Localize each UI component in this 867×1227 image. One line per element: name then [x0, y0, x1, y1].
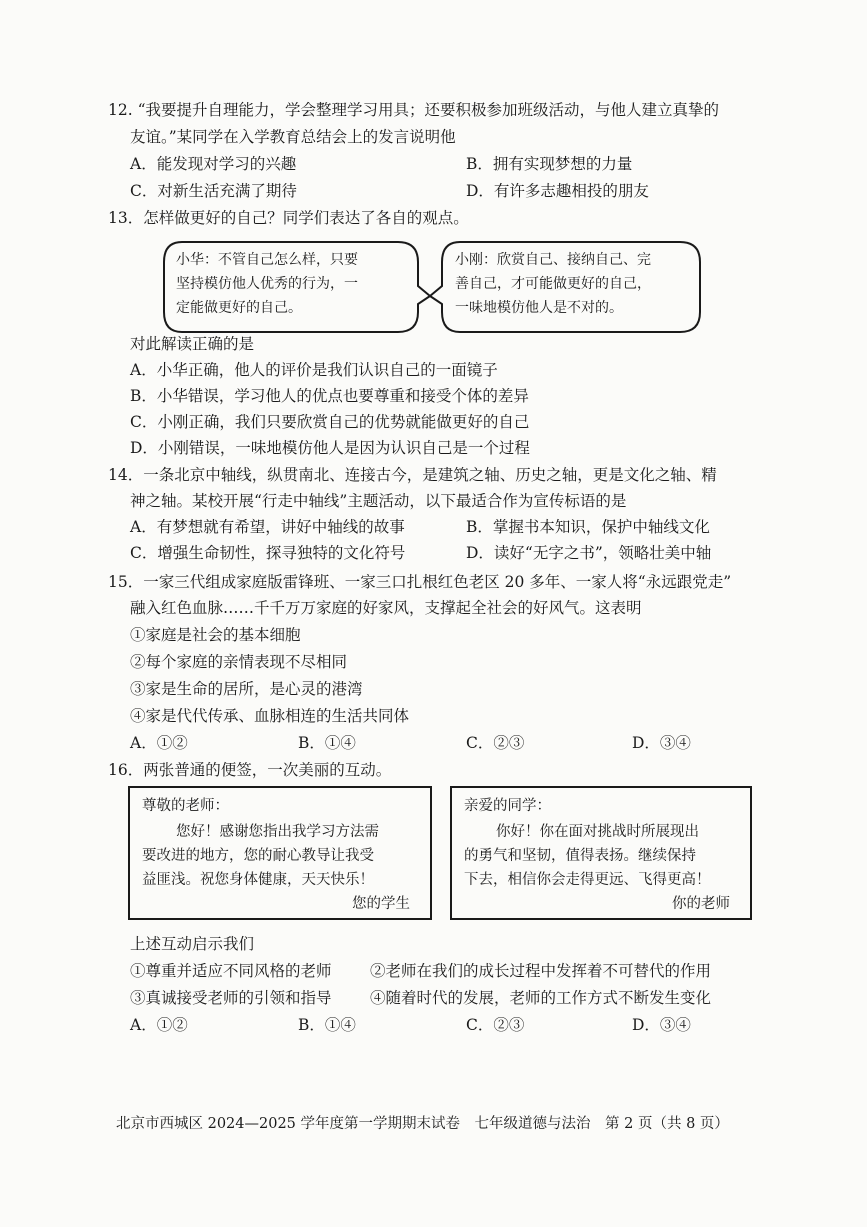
xiaohua-line3: 定能做更好的自己。	[176, 300, 302, 316]
q13-stem: 13．怎样做更好的自己？同学们表达了各自的观点。	[108, 209, 469, 227]
note2-sign: 你的老师	[672, 896, 730, 912]
q15-option-d: D．③④	[632, 734, 691, 752]
note1-sign: 您的学生	[352, 896, 410, 912]
q15-option-c: C．②③	[466, 734, 525, 752]
q13-option-d: D．小刚错误，一味地模仿他人是因为认识自己是一个过程	[130, 439, 530, 457]
page-footer: 北京市西城区 2024—2025 学年度第一学期期末试卷 七年级道德与法治 第 2 页（共 8 页）	[116, 1116, 729, 1132]
q13-prompt: 对此解读正确的是	[130, 335, 255, 353]
q13-option-c: C．小刚正确，我们只要欣赏自己的优势就能做更好的自己	[130, 413, 530, 431]
q16-option-c: C．②③	[466, 1016, 525, 1034]
q15-statement-4: ④家是代代传承、血脉相连的生活共同体	[130, 707, 410, 725]
q16-statement-4: ④随着时代的发展，老师的工作方式不断发生变化	[370, 989, 712, 1007]
xiaogang-line1: 小刚：欣赏自己、接纳自己、完	[455, 252, 651, 268]
q12-stem-line1: 12. “我要提升自理能力，学会整理学习用具；还要积极参加班级活动，与他人建立真挚的	[108, 101, 720, 119]
note2-line1: 你好！你在面对挑战时所展现出	[496, 824, 699, 840]
xiaogang-line2: 善自己，才可能做更好的自己，	[455, 276, 651, 292]
q14-option-a: A．有梦想就有希望，讲好中轴线的故事	[130, 518, 405, 536]
q14-option-b: B．掌握书本知识，保护中轴线文化	[466, 518, 710, 536]
q16-stem: 16．两张普通的便签，一次美丽的互动。	[108, 761, 392, 779]
note2-line2: 的勇气和坚韧，值得表扬。继续保持	[464, 848, 696, 864]
q14-option-d: D．读好“无字之书”，领略壮美中轴	[466, 544, 712, 562]
note1-line3: 益匪浅。祝您身体健康，天天快乐！	[142, 872, 374, 888]
note1-line2: 要改进的地方，您的耐心教导让我受	[142, 848, 374, 864]
q15-statement-1: ①家庭是社会的基本细胞	[130, 626, 301, 644]
note1-line1: 您好！感谢您指出我学习方法需	[176, 824, 379, 840]
q12-option-c: C．对新生活充满了期待	[130, 182, 297, 200]
q12-option-a: A．能发现对学习的兴趣	[130, 155, 297, 173]
note1-greeting: 尊敬的老师：	[142, 798, 229, 814]
note2-greeting: 亲爱的同学：	[464, 798, 551, 814]
q15-statement-2: ②每个家庭的亲情表现不尽相同	[130, 653, 348, 671]
note2-line3: 下去，相信你会走得更远、飞得更高！	[464, 872, 711, 888]
q16-statement-2: ②老师在我们的成长过程中发挥着不可替代的作用	[370, 962, 712, 980]
q15-option-a: A．①②	[130, 734, 188, 752]
xiaohua-line2: 坚持模仿他人优秀的行为，一	[176, 276, 358, 292]
q14-option-c: C．增强生命韧性，探寻独特的文化符号	[130, 544, 406, 562]
q14-stem-line2: 神之轴。某校开展“行走中轴线”主题活动，以下最适合作为宣传标语的是	[130, 492, 627, 510]
q16-statement-3: ③真诚接受老师的引领和指导	[130, 989, 332, 1007]
xiaogang-line3: 一味地模仿他人是不对的。	[455, 300, 623, 316]
q13-option-b: B．小华错误，学习他人的优点也要尊重和接受个体的差异	[130, 387, 529, 405]
q16-option-d: D．③④	[632, 1016, 691, 1034]
q13-option-a: A．小华正确，他人的评价是我们认识自己的一面镜子	[130, 361, 498, 379]
q12-option-b: B．拥有实现梦想的力量	[466, 155, 633, 173]
q15-statement-3: ③家是生命的居所，是心灵的港湾	[130, 680, 363, 698]
q16-prompt: 上述互动启示我们	[130, 935, 255, 953]
xiaohua-line1: 小华：不管自己怎么样，只要	[176, 252, 358, 268]
q12-option-d: D．有许多志趣相投的朋友	[466, 182, 649, 200]
q16-statement-1: ①尊重并适应不同风格的老师	[130, 962, 332, 980]
q15-stem-line2: 融入红色血脉……千千万万家庭的好家风，支撑起全社会的好风气。这表明	[130, 599, 642, 617]
q14-stem-line1: 14．一条北京中轴线，纵贯南北、连接古今，是建筑之轴、历史之轴，更是文化之轴、精	[108, 466, 717, 484]
q12-stem-line2: 友谊。”某同学在入学教育总结会上的发言说明他	[130, 128, 456, 146]
q16-option-b: B．①④	[298, 1016, 356, 1034]
q15-stem-line1: 15．一家三代组成家庭版雷锋班、一家三口扎根红色老区 20 多年、一家人将“永远跟党走”	[108, 573, 732, 591]
q16-option-a: A．①②	[130, 1016, 188, 1034]
q15-option-b: B．①④	[298, 734, 356, 752]
